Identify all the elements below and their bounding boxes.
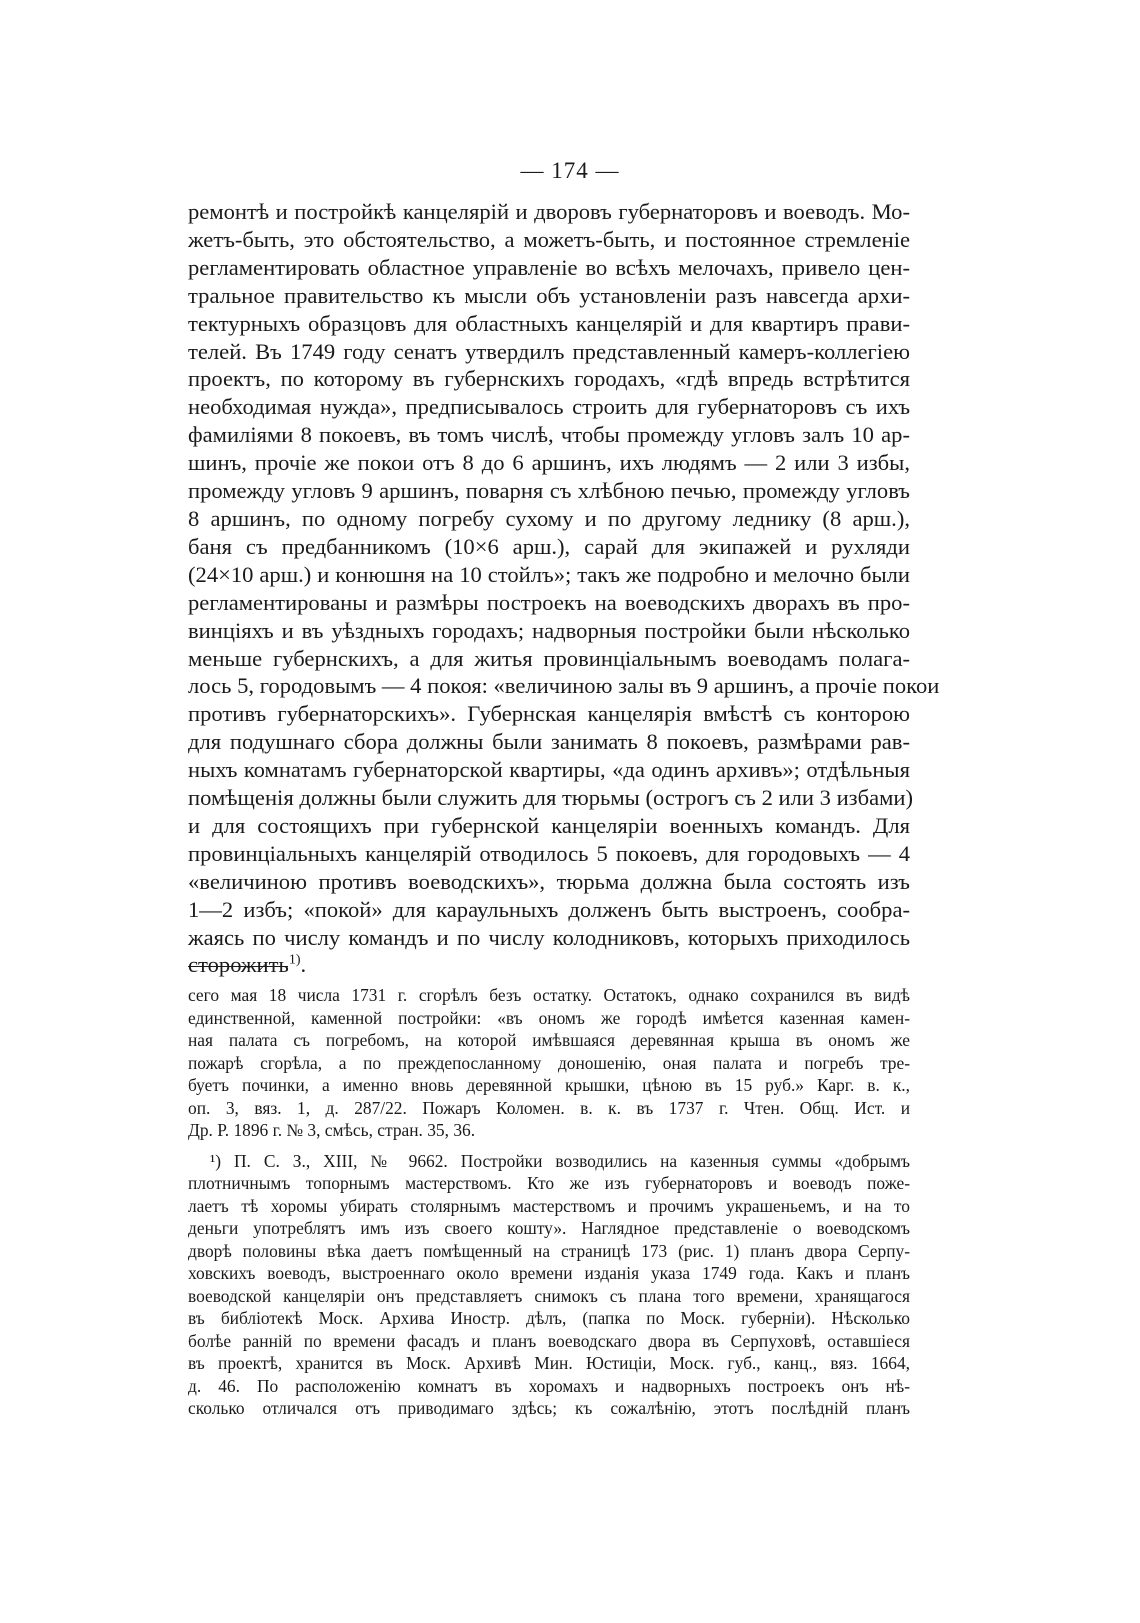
main-text-line: проектъ, по которому въ губернскихъ городахъ, «гдѣ впредь встрѣтится [188, 366, 910, 392]
main-text-line: необходимая нужда», предписывалось строить для губернаторовъ съ ихъ [188, 394, 910, 420]
footnote-1-line: лаетъ тѣ хоромы убирать столярнымъ мастерствомъ и прочимъ украшеньемъ, и на то [188, 1195, 910, 1216]
footnote-continuation-line: сего мая 18 числа 1731 г. сгорѣлъ безъ остатку. Остатокъ, однако сохранился въ видѣ [188, 985, 910, 1005]
main-text-line: баня съ предбанникомъ (10×6 арш.), сарай для экипажей и рухляди [188, 533, 910, 559]
footnote-continuation-line: буетъ починки, а именно вновь деревянной крышки, цѣною въ 15 руб.» Карг. в. к., [188, 1075, 910, 1095]
main-text-line: телей. Въ 1749 году сенатъ утвердилъ представленный камеръ-коллегіею [188, 338, 910, 364]
last-line-text: сторожить [188, 952, 289, 978]
main-text-line: помѣщенія должны были служить для тюрьмы (острогъ съ 2 или 3 избами) [188, 785, 914, 811]
main-text-line: провинціальныхъ канцелярій отводилось 5 покоевъ, для городовыхъ — 4 [188, 840, 910, 866]
main-text-line: лось 5, городовымъ — 4 покоя: «величиною залы въ 9 аршинъ, а прочіе покои [188, 673, 940, 699]
footnote-1-line: деньги употреблятъ имъ изъ своего кошту». Наглядное представленіе о воеводскомъ [188, 1218, 910, 1238]
footnote-1-line: сколько отличался отъ приводимаго здѣсь; къ сожалѣнію, этотъ послѣдній планъ [188, 1398, 910, 1418]
footnote-1-line: въ проектѣ, хранится въ Моск. Архивѣ Мин. Юстиціи, Моск. губ., канц., вяз. 1664, [188, 1353, 910, 1373]
main-text-body [188, 198, 940, 979]
main-text-line: тектурныхъ образцовъ для областныхъ канцелярій и для квартиръ прави- [188, 310, 910, 336]
main-text-line: фамиліями 8 покоевъ, въ томъ числѣ, чтобы промежду угловъ залъ 10 ар- [188, 422, 910, 448]
footnote-ref-1[interactable]: 1) [288, 952, 301, 968]
footnote-1-line: дворѣ половины вѣка даетъ помѣщенный на страницѣ 173 (рис. 1) планъ двора Серпу- [188, 1240, 910, 1261]
footnote-1-line: ховскихъ воеводъ, выстроеннаго около времени изданія указа 1749 года. Какъ и планъ [188, 1263, 910, 1283]
main-text-line: ремонтѣ и постройкѣ канцелярій и дворовъ губернаторовъ и воеводъ. Мо- [188, 199, 910, 224]
main-text-line: «величиною противъ воеводскихъ», тюрьма должна была состоять изъ [188, 868, 910, 894]
main-text-line: ныхъ комнатамъ губернаторской квартиры, «да одинъ архивъ»; отдѣльныя [188, 757, 910, 783]
main-text-line: 1—2 избъ; «покой» для караульныхъ долженъ быть выстроенъ, сообра- [188, 896, 910, 922]
main-text-line: и для состоящихъ при губернской канцеляріи военныхъ командъ. Для [188, 812, 910, 838]
footnote-1-line: въ библіотекѣ Моск. Архива Иностр. дѣлъ, (папка по Моск. губерніи). Нѣсколько [188, 1308, 910, 1328]
main-text-line: противъ губернаторскихъ». Губернская канцелярія вмѣстѣ съ конторою [188, 701, 910, 727]
footnote-1-line: болѣе раннiй по времени фасадъ и планъ воеводскаго двора въ Серпуховѣ, оставшіеся [188, 1330, 910, 1351]
footnote-1-line: ¹) П. С. З., XIII, № 9662. Постройки возводились на казенныя суммы «добрымъ [210, 1150, 910, 1171]
footnote-continuation-line: Др. Р. 1896 г. № 3, смѣсь, стран. 35, 36. [188, 1120, 476, 1140]
page-number: — 174 — [520, 158, 620, 183]
main-text-line: тральное правительство къ мысли объ установленіи разъ навсегда архи- [188, 282, 910, 308]
main-text-line: жаясь по числу командъ и по числу колодниковъ, которыхъ приходилось [188, 924, 910, 950]
main-text-line: промежду угловъ 9 аршинъ, поварня съ хлѣбною печью, промежду угловъ [188, 478, 910, 504]
main-text-line: шинъ, прочіе же покои отъ 8 до 6 аршинъ, ихъ людямъ — 2 или 3 избы, [188, 450, 910, 476]
footnote-continuation-line: единственной, каменной постройки: «въ ономъ же городѣ имѣется казенная камен- [188, 1007, 910, 1028]
main-text-line: винціяхъ и въ уѣздныхъ городахъ; надворныя постройки были нѣсколько [188, 617, 910, 643]
footnote-1-line: воеводской канцеляріи онъ представляетъ снимокъ съ плана того времени, хранящагося [188, 1285, 910, 1306]
main-text-last-line [188, 951, 910, 979]
main-text-line: для подушнаго сбора должны были занимать 8 покоевъ, размѣрами рав- [188, 729, 910, 755]
footnote-gap [188, 1142, 910, 1150]
main-text-line: (24×10 арш.) и конюшня на 10 стойлъ»; такъ же подробно и мелочно были [188, 561, 910, 587]
footnote-1-line: плотничнымъ топорнымъ мастерствомъ. Кто же изъ губернаторовъ и воеводъ поже- [188, 1173, 910, 1193]
main-text-line: регламентированы и размѣры построекъ на воеводскихъ дворахъ въ про- [188, 589, 910, 615]
footnote-divider [188, 966, 288, 967]
main-text-line: регламентировать областное управленіе во всѣхъ мелочахъ, привело цен- [188, 254, 910, 280]
footnote-continuation-line: пожарѣ сгорѣла, а по преждепосланному доношенію, оная палата и погребъ тре- [188, 1052, 910, 1073]
footnotes-block [188, 984, 910, 1420]
footnote-1-line: д. 46. По расположенію комнатъ въ хоромахъ и надворныхъ построекъ онъ нѣ- [188, 1375, 910, 1396]
footnote-continuation-line: ная палата съ погребомъ, на которой имѣвшаяся деревянная крыша въ ономъ же [188, 1030, 910, 1050]
main-text-line: 8 аршинъ, по одному погребу сухому и по другому леднику (8 арш.), [188, 505, 910, 531]
last-line-end: . [300, 952, 307, 978]
footnote-continuation-line: оп. 3, вяз. 1, д. 287/22. Пожаръ Коломен. в. к. въ 1737 г. Чтен. Общ. Ист. и [188, 1097, 910, 1118]
main-text-line: меньше губернскихъ, а для житья провинціальнымъ воеводамъ полага- [188, 645, 910, 671]
main-text-line: жетъ-быть, это обстоятельство, а можетъ-быть, и постоянное стремленіе [188, 226, 910, 252]
